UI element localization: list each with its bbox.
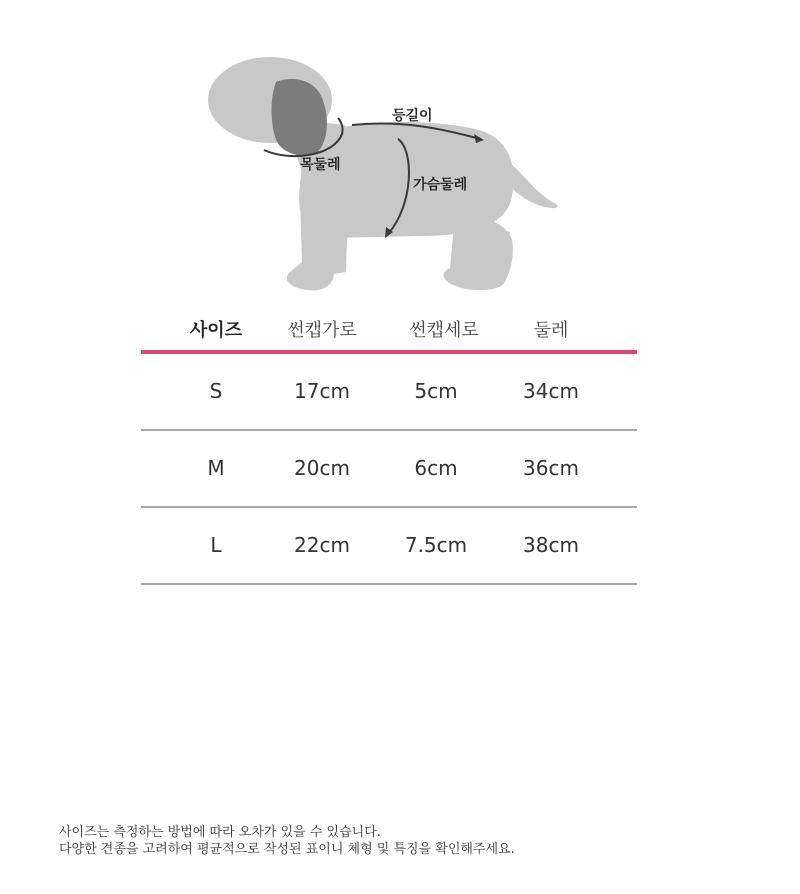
- back-length-label: 등길이: [392, 108, 433, 124]
- cell-height: 7.5cm: [404, 533, 468, 557]
- note-line-1: 사이즈는 측정하는 방법에 따라 오차가 있을 수 있습니다.: [59, 825, 381, 840]
- neck-label: 목둘레: [300, 157, 341, 173]
- cell-width: 20cm: [294, 456, 350, 480]
- cell-width: 17cm: [294, 379, 350, 403]
- row-divider: [141, 583, 637, 585]
- dog-measurement-diagram: [0, 0, 800, 300]
- cell-height: 6cm: [414, 456, 458, 480]
- cell-size: L: [210, 533, 222, 557]
- cell-girth: 38cm: [523, 533, 579, 557]
- table-header: [141, 310, 637, 350]
- table-row-l: [141, 508, 637, 585]
- note-line-2: 다양한 견종을 고려하여 평균적으로 작성된 표이니 체형 및 특징을 확인해주세요.: [59, 842, 515, 857]
- cell-size: M: [207, 456, 225, 480]
- size-table: [141, 310, 637, 557]
- header-cap-width: 썬캡가로: [287, 320, 357, 341]
- size-notes: [59, 824, 515, 858]
- header-girth: 둘레: [533, 320, 569, 341]
- table-row-m: [141, 431, 637, 508]
- dog-silhouette: [208, 57, 558, 290]
- header-cap-height: 썬캡세로: [409, 320, 479, 341]
- cell-width: 22cm: [294, 533, 350, 557]
- cell-girth: 36cm: [523, 456, 579, 480]
- table-row-s: [141, 354, 637, 431]
- cell-size: S: [209, 379, 223, 403]
- chest-label: 가슴둘레: [413, 177, 468, 193]
- cell-height: 5cm: [414, 379, 458, 403]
- cell-girth: 34cm: [523, 379, 579, 403]
- header-size: 사이즈: [189, 320, 243, 341]
